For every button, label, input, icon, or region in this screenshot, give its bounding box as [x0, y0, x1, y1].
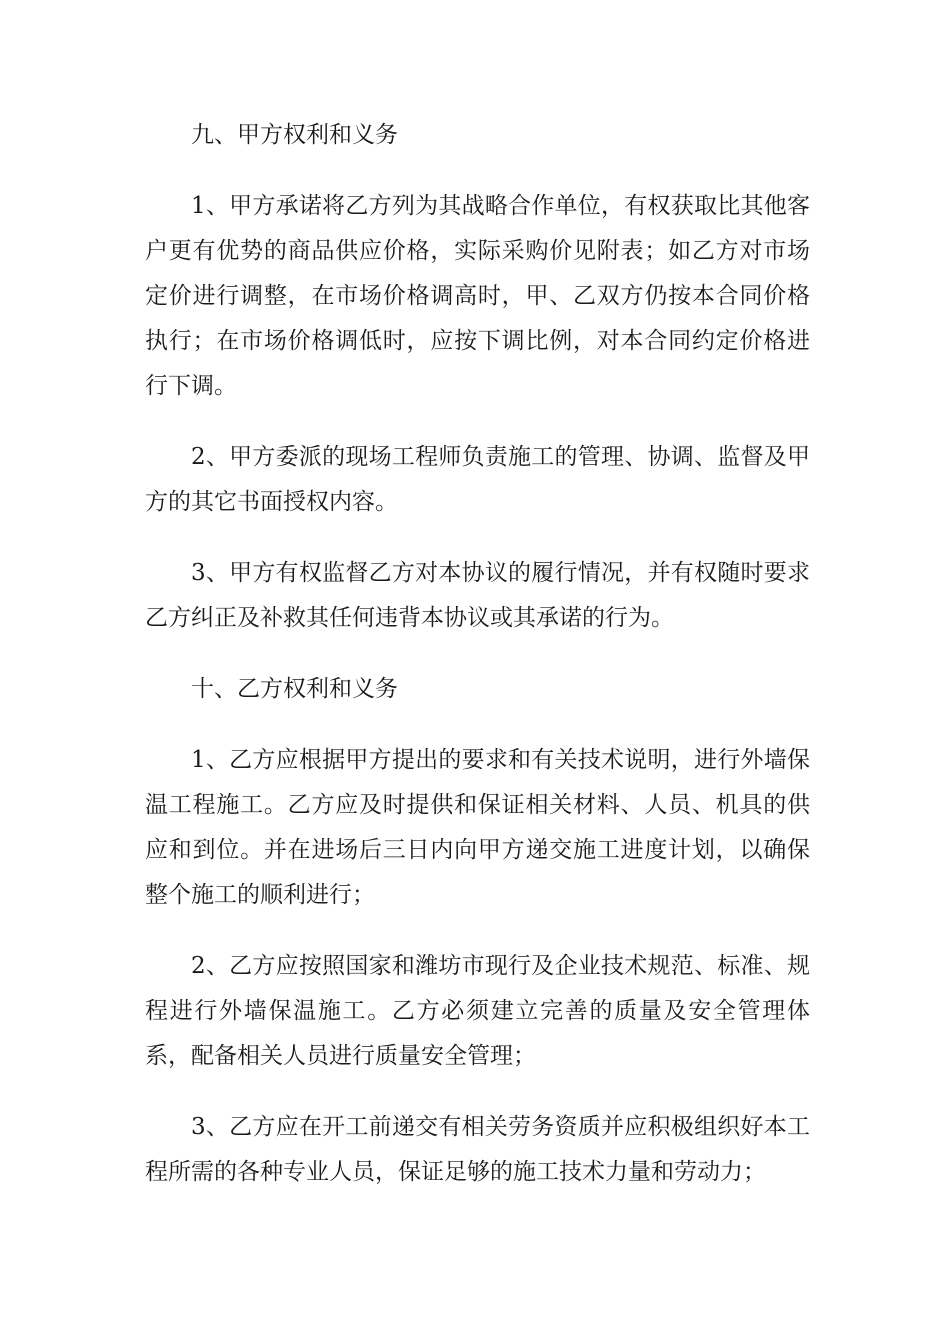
document-body [145, 113, 810, 1221]
party-a-clause-2: 2、甲方委派的现场工程师负责施工的管理、协调、监督及甲方的其它书面授权内容。 [145, 444, 810, 515]
party-a-clause-1: 1、甲方承诺将乙方列为其战略合作单位，有权获取比其他客户更有优势的商品供应价格，实际采购价见附表；如乙方对市场定价进行调整，在市场价格调高时，甲、乙双方仍按本合同价格执行；在市场价格调低时，应按下调比例，对本合同约定价格进行下调。 [145, 193, 810, 399]
section-heading-party-a: 九、甲方权利和义务 [191, 122, 398, 148]
section-heading-party-b: 十、乙方权利和义务 [191, 676, 398, 702]
party-b-clause-2: 2、乙方应按照国家和潍坊市现行及企业技术规范、标准、规程进行外墙保温施工。乙方必须建立完善的质量及安全管理体系，配备相关人员进行质量安全管理； [145, 953, 810, 1069]
party-b-clause-3: 3、乙方应在开工前递交有相关劳务资质并应积极组织好本工程所需的各种专业人员，保证足够的施工技术力量和劳动力； [145, 1114, 810, 1185]
party-b-clause-1: 1、乙方应根据甲方提出的要求和有关技术说明，进行外墙保温工程施工。乙方应及时提供和保证相关材料、人员、机具的供应和到位。并在进场后三日内向甲方递交施工进度计划，以确保整个施工的顺利进行； [145, 747, 810, 908]
party-a-clause-3: 3、甲方有权监督乙方对本协议的履行情况，并有权随时要求乙方纠正及补救其任何违背本协议或其承诺的行为。 [145, 560, 810, 631]
